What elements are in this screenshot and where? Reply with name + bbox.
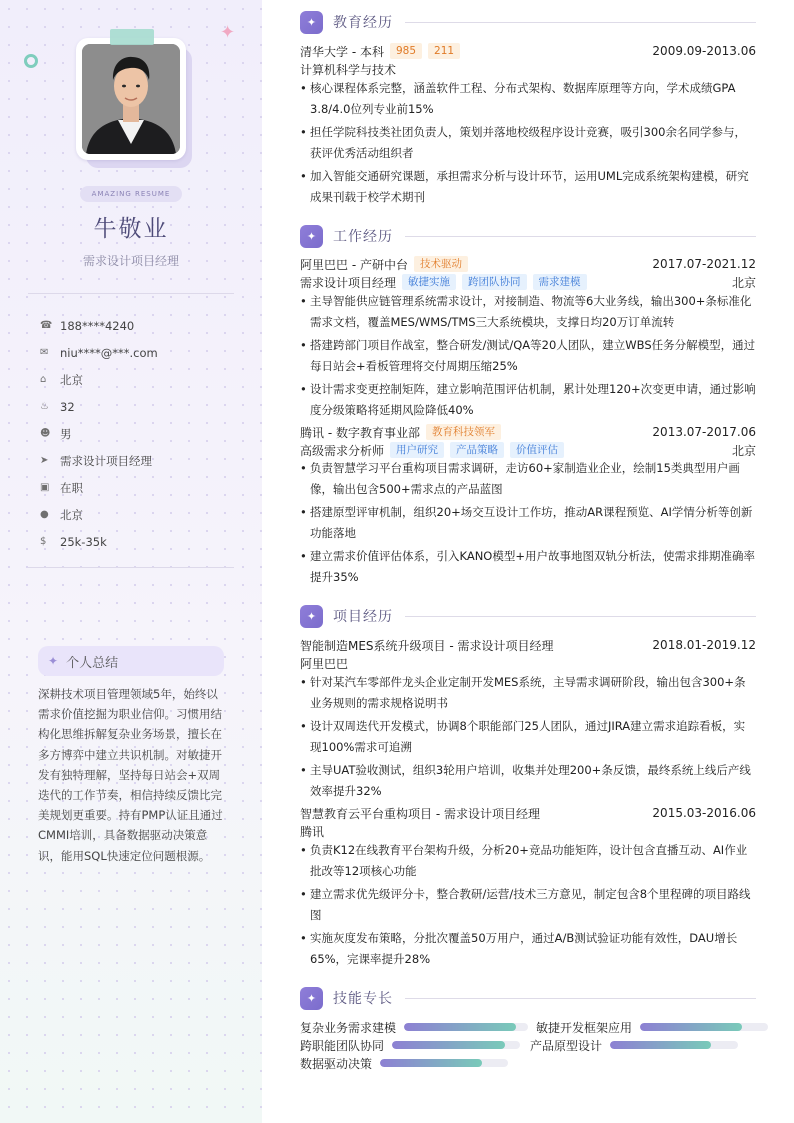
sparkle-icon: ✦ (300, 987, 323, 1010)
sparkle-icon: ✦ (300, 11, 323, 34)
summary-heading: ✦ 个人总结 (38, 646, 224, 676)
skill-bar (610, 1041, 738, 1049)
project-company-row (300, 822, 756, 840)
info-email: ✉ niu****@***.com (40, 345, 158, 360)
work-role-row (300, 273, 756, 291)
work-date: 2017.07-2021.12 (652, 257, 756, 271)
list-item: • 实施灰度发布策略，分批次覆盖50万用户，通过A/B测试验证功能有效性，DAU增长65%，完课率提升28% (300, 928, 756, 970)
sidebar (0, 0, 262, 1123)
skill-item (530, 1036, 738, 1054)
birthday-cake-icon: ♨ (40, 401, 49, 412)
list-item: • 核心课程体系完整，涵盖软件工程、分布式架构、数据库原理等方向，学术成绩GPA 3.8/4.0位列专业前15% (300, 78, 756, 120)
skill-name: 数据驱动决策 (300, 1056, 373, 1071)
candidate-title: 需求设计项目经理 (82, 254, 179, 268)
list-item: • 针对某汽车零部件龙头企业定制开发MES系统，主导需求调研阶段，输出包含300+条业务规则的需求规格说明书 (300, 672, 756, 714)
education-date: 2009.09-2013.06 (652, 44, 756, 58)
work-date: 2013.07-2017.06 (652, 425, 756, 439)
list-item: • 建立需求优先级评分卡，整合教研/运营/技术三方意见，制定包含8个里程碑的项目路线图 (300, 884, 756, 926)
section-education-title: ✦ 教育经历 (300, 10, 756, 34)
school-tag: 211 (428, 43, 460, 59)
skill-name: 敏捷开发框架应用 (536, 1020, 633, 1035)
company-tag: 教育科技领军 (426, 424, 501, 440)
list-item: • 主导智能供应链管理系统需求设计，对接制造、物流等6大业务线，输出300+条标准化需求文档，覆盖MES/WMS/TMS三大系统模块，支撑日均20万订单流转 (300, 291, 756, 333)
company-name: 腾讯 - 数字教育事业部 (300, 425, 420, 440)
list-item: • 主导UAT验收测试，组织3轮用户培训，收集并处理200+条反馈，最终系统上线后产线效率提升32% (300, 760, 756, 802)
decorative-ring-icon (24, 54, 38, 68)
school-name: 清华大学 - 本科 (300, 44, 384, 59)
info-salary: $ 25k-35k (40, 534, 107, 549)
company-name: 阿里巴巴 - 产研中台 (300, 257, 408, 272)
skill-bar (380, 1059, 508, 1067)
tape-decoration (110, 29, 154, 45)
home-icon: ⌂ (40, 374, 47, 385)
education-header (300, 42, 756, 60)
project-name: 智慧教育云平台重构项目 - 需求设计项目经理 (300, 806, 540, 821)
sparkle-icon: ✦ (220, 22, 236, 43)
project-date: 2015.03-2016.06 (652, 806, 756, 820)
skill-bar (640, 1023, 768, 1031)
job-role: 高级需求分析师 (300, 443, 385, 458)
work-header (300, 423, 756, 441)
skill-item (300, 1018, 528, 1036)
job-role: 需求设计项目经理 (300, 275, 397, 290)
education-major-row (300, 60, 756, 78)
briefcase-icon: ▣ (40, 482, 50, 493)
skill-item (536, 1018, 768, 1036)
project-company: 阿里巴巴 (300, 656, 349, 671)
info-gender: ☻ 男 (40, 426, 72, 441)
info-residence: ⌂ 北京 (40, 372, 83, 387)
profile-photo-card (76, 38, 188, 162)
skill-bar (392, 1041, 520, 1049)
major: 计算机科学与技术 (300, 62, 397, 77)
work-city: 北京 (731, 275, 756, 290)
skill-tag: 跨团队协同 (462, 274, 527, 290)
work-bullets (300, 458, 756, 590)
list-item: • 负责智慧学习平台重构项目需求调研，走访60+家制造业企业，绘制15类典型用户画像，输出包含500+需求点的产品蓝图 (300, 458, 756, 500)
work-city: 北京 (731, 443, 756, 458)
info-age: ♨ 32 (40, 399, 75, 414)
info-phone: ☎ 188****4240 (40, 318, 135, 333)
list-item: • 担任学院科技类社团负责人，策划并落地校级程序设计竞赛，吸引300余名同学参与，获评优秀活动组织者 (300, 122, 756, 164)
resume-badge: AMAZING RESUME (80, 186, 182, 202)
divider (28, 567, 234, 568)
sparkle-icon: ✦ (300, 605, 323, 628)
skill-name: 复杂业务需求建模 (300, 1020, 397, 1035)
project-header (300, 636, 756, 654)
summary-text: 深耕技术项目管理领域5年，始终以需求价值挖掘为职业信仰。习惯用结构化思维拆解复杂业务场景，擅长在多方博弈中建立共识机制。对敏捷开发有独特理解，坚持每日站会+双周迭代的工作节奏，相信持续反馈比完美规划更重要。持有PMP认证且通过CMMI培训，具备数据驱动决策意识，能用SQL快速定位问题根源。 (38, 687, 223, 863)
profile-photo (82, 44, 180, 154)
list-item: • 搭建跨部门项目作战室，整合研发/测试/QA等20人团队，建立WBS任务分解模型，通过每日站会+看板管理将交付周期压缩25% (300, 335, 756, 377)
skill-tag: 产品策略 (450, 442, 504, 458)
list-item: • 负责K12在线教育平台架构升级，分析20+竞品功能矩阵，设计包含直播互动、AI作业批改等12项核心功能 (300, 840, 756, 882)
company-tag: 技术驱动 (414, 256, 468, 272)
sparkle-icon: ✦ (300, 225, 323, 248)
skill-tag: 需求建模 (533, 274, 587, 290)
project-company-row (300, 654, 756, 672)
skill-name: 跨职能团队协同 (300, 1038, 385, 1053)
work-role-row (300, 441, 756, 459)
work-bullets (300, 291, 756, 423)
skill-tag: 敏捷实施 (402, 274, 456, 290)
phone-icon: ☎ (40, 320, 53, 331)
skill-tag: 价值评估 (510, 442, 564, 458)
list-item: • 设计需求变更控制矩阵，建立影响范围评估机制，累计处理120+次变更申请，通过影响度分级策略将延期风险降低40% (300, 379, 756, 421)
skill-item (300, 1054, 508, 1072)
contact-info-list (40, 312, 240, 555)
school-tag: 985 (390, 43, 422, 59)
gender-icon: ☻ (40, 428, 51, 439)
education-bullets (300, 78, 756, 210)
list-item: • 搭建原型评审机制，组织20+场交互设计工作坊，推动AR课程预览、AI学情分析等创新功能落地 (300, 502, 756, 544)
section-skills-title: ✦ 技能专长 (300, 986, 756, 1010)
divider (28, 293, 234, 294)
skill-tag: 用户研究 (390, 442, 444, 458)
project-bullets (300, 840, 756, 972)
paper-plane-icon: ➤ (40, 455, 49, 466)
list-item: • 设计双周迭代开发模式，协调8个职能部门25人团队，通过JIRA建立需求追踪看板，实现100%需求可追溯 (300, 716, 756, 758)
project-date: 2018.01-2019.12 (652, 638, 756, 652)
project-header (300, 804, 756, 822)
project-bullets (300, 672, 756, 804)
skill-bar (404, 1023, 528, 1031)
mail-icon: ✉ (40, 347, 49, 358)
list-item: • 加入智能交通研究课题，承担需求分析与设计环节，运用UML完成系统架构建模，研究成果刊载于校学术期刊 (300, 166, 756, 208)
project-name: 智能制造MES系统升级项目 - 需求设计项目经理 (300, 638, 554, 653)
candidate-name: 牛敬业 (93, 216, 169, 242)
skill-item (300, 1036, 520, 1054)
project-company: 腾讯 (300, 824, 325, 839)
skill-name: 产品原型设计 (530, 1038, 603, 1053)
salary-icon: $ (40, 536, 47, 547)
work-header (300, 255, 756, 273)
info-target-city: ● 北京 (40, 507, 83, 522)
list-item: • 建立需求价值评估体系，引入KANO模型+用户故事地图双轨分析法，使需求排期准确率提升35% (300, 546, 756, 588)
section-work-title: ✦ 工作经历 (300, 224, 756, 248)
location-pin-icon: ● (40, 509, 49, 520)
info-target-position: ➤ 需求设计项目经理 (40, 453, 152, 468)
section-project-title: ✦ 项目经历 (300, 604, 756, 628)
sparkle-icon: ✦ (48, 654, 59, 668)
info-status: ▣ 在职 (40, 480, 83, 495)
